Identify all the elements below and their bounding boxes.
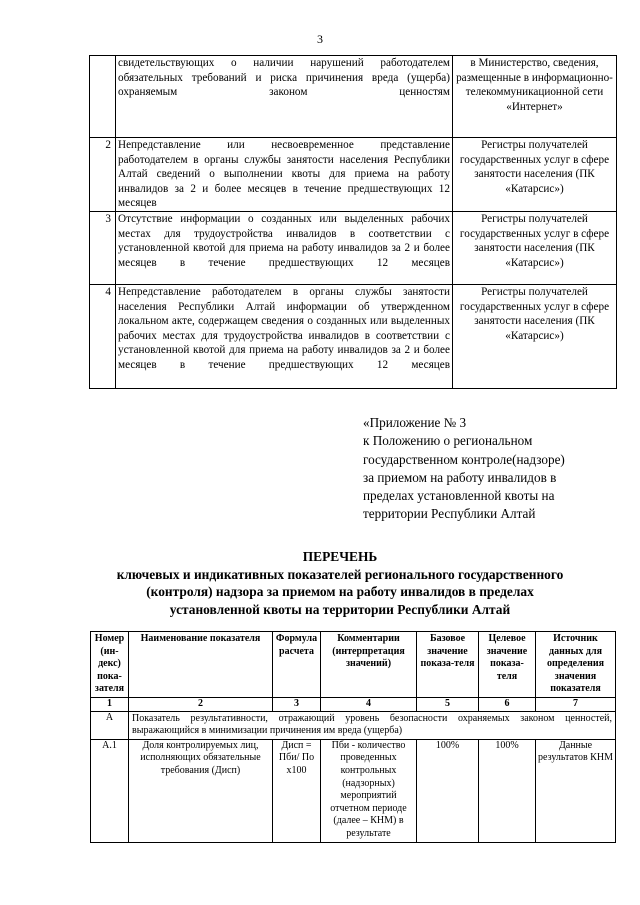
table-row <box>90 56 617 138</box>
appendix-line: «Приложение № 3 <box>363 415 467 430</box>
table-row <box>90 211 617 284</box>
table-row <box>91 739 616 842</box>
table-row <box>90 284 617 388</box>
column-header: Формула расчета <box>273 632 321 698</box>
row-description: Отсутствие информации о созданных или выделенных рабочих местах для трудоустройства инвалидов в соответствии с установленной квотой для приема на работу инвалидов за 2 и более месяцев в течение предшествующих 12 месяцев <box>116 211 453 284</box>
title-heading: ПЕРЕЧЕНЬ <box>302 549 378 564</box>
column-header: Источник данных для определения значения показателя <box>536 632 616 698</box>
column-numbers-row <box>91 698 616 712</box>
section-index: А <box>91 711 129 739</box>
indicator-index: А.1 <box>91 739 129 842</box>
column-number: 1 <box>91 698 129 712</box>
row-description: Непредставление или несвоевременное представление работодателем в органы службы занятости населения Республики Алтай сведений о выполнении квоты для приема на работу инвалидов за 2 и более месяцев в течение предшествующих 12 месяцев <box>116 138 453 212</box>
column-header: Базовое значение показа-теля <box>417 632 479 698</box>
column-number: 2 <box>129 698 273 712</box>
column-header: Целевое значение показа-теля <box>479 632 536 698</box>
column-number: 6 <box>479 698 536 712</box>
appendix-line: к Положению о региональном <box>363 433 533 449</box>
indicator-source: Данные результатов КНМ <box>536 739 616 842</box>
appendix-reference <box>363 414 623 524</box>
title-line: установленной квоты на территории Республики Алтай <box>169 601 511 617</box>
table-row <box>90 138 617 212</box>
column-header: Комментарии (интерпретация значений) <box>321 632 417 698</box>
indicator-target-value: 100% <box>479 739 536 842</box>
appendix-line: за приемом на работу инвалидов в <box>363 469 557 485</box>
column-header: Номер (ин-декс) пока-зателя <box>91 632 129 698</box>
row-source: Регистры получателей государственных услуг в сфере занятости населения (ПК «Катарсис») <box>453 138 617 212</box>
page-number: 3 <box>317 32 323 46</box>
indicator-base-value: 100% <box>417 739 479 842</box>
indicator-comment: Пби - количество проведенных контрольных (надзорных) мероприятий отчетном периоде (далее – КНМ) в результате <box>321 739 417 842</box>
row-number: 4 <box>90 284 116 388</box>
row-source: Регистры получателей государственных услуг в сфере занятости населения (ПК «Катарсис») <box>453 211 617 284</box>
title-line: ключевых и индикативных показателей регионального государственного <box>116 566 564 582</box>
indicators-table <box>90 631 616 843</box>
row-description: свидетельствующих о наличии нарушений работодателем обязательных требований и риска причинения вреда (ущерба) охраняемым законом ценностям <box>116 56 453 138</box>
header-row <box>91 632 616 698</box>
indicator-name: Доля контролируемых лиц, исполняющих обязательные требования (Дисп) <box>129 739 273 842</box>
section-description: Показатель результативности, отражающий уровень безопасности охраняемых законом ценностей, выражающийся в минимизации причинения им вреда (ущерба) <box>129 711 616 739</box>
column-number: 5 <box>417 698 479 712</box>
appendix-line: территории Республики Алтай <box>363 506 536 522</box>
document-title <box>40 548 640 618</box>
section-row <box>91 711 616 739</box>
risk-indicators-table <box>89 55 617 389</box>
column-number: 7 <box>536 698 616 712</box>
indicator-formula: Дисп = Пби/ По x100 <box>273 739 321 842</box>
appendix-line: государственном контроле(надзоре) <box>363 451 565 467</box>
title-line: (контроля) надзора за приемом на работу инвалидов в пределах <box>146 584 534 600</box>
row-number: 3 <box>90 211 116 284</box>
row-description: Непредставление работодателем в органы службы занятости населения Республики Алтай информации об утвержденном локальном акте, содержащем сведения о созданных или выделенных рабочих местах для трудоустройства инвалидов в соответствии с установленной квотой для приема на работу инвалидов за 2 и более месяцев в течение предшествующих 12 месяцев <box>116 284 453 388</box>
column-number: 4 <box>321 698 417 712</box>
row-number: 2 <box>90 138 116 212</box>
appendix-line: пределах установленной квоты на <box>363 488 555 504</box>
row-number <box>90 56 116 138</box>
row-source: Регистры получателей государственных услуг в сфере занятости населения (ПК «Катарсис») <box>453 284 617 388</box>
column-header: Наименование показателя <box>129 632 273 698</box>
column-number: 3 <box>273 698 321 712</box>
row-source: в Министерство, сведения, размещенные в информационно-телекоммуникационной сети «Интернет» <box>453 56 617 138</box>
